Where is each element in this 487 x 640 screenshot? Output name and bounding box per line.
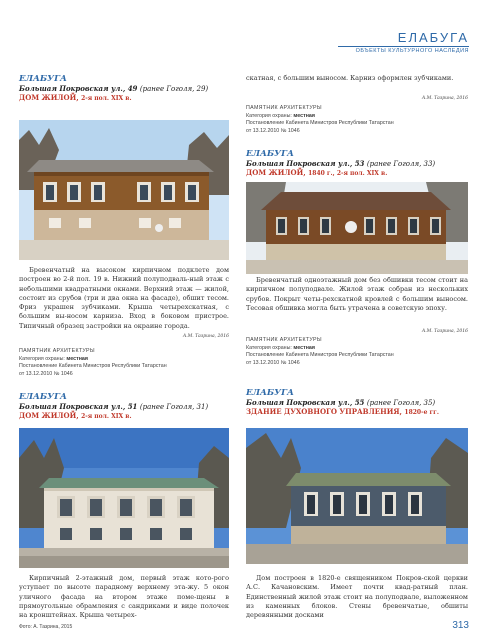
- photo-house-51: [19, 428, 229, 568]
- entry-description: Дом построен в 1820-е священником Покров-ской церкви А.С. Качановским. Имеет почти квад-ратный план. Единственный жилой этаж стоит на полуподвале, выложенном из каменных блоков. Стены бревенчатые, обшиты деревянными досками: [246, 574, 468, 620]
- entry-city: ЕЛАБУГА: [246, 388, 294, 398]
- monument-info: ПАМЯТНИК АРХИТЕКТУРЫ Категория охраны: местная Постановление Кабинета Министров Республики Татарстан от 13.12.2010 № 1046: [19, 348, 167, 377]
- entry-description: Бревенчатый на высоком кирпичном подклете дом построен во 2-й пол. 19 в. Нижний полуподваль-ный этаж с небольшими квадратными окнами. Верхний этаж — жилой, состоит из срубов (три и два окна на фасаде), обшит тесом. Фриз украшен зубчиками. Крыша четырехскатная, с большим вы-носом карниза. Вход в боковом пристрое. Типичный образец застройки на окраине города.: [19, 266, 229, 330]
- entry-address: Большая Покровская ул., 53 (ранее Гоголя, 33): [246, 159, 436, 168]
- photo-house-53: [246, 182, 468, 274]
- photo-credit: Фото: А. Тазрина, 2015: [19, 624, 73, 630]
- monument-info: ПАМЯТНИК АРХИТЕКТУРЫ Категория охраны: местная Постановление Кабинета Министров Республики Татарстан от 13.12.2010 № 1046: [246, 337, 394, 366]
- entry-city: ЕЛАБУГА: [19, 392, 67, 402]
- section-title: ЕЛАБУГА: [397, 30, 469, 45]
- entry-heading: [19, 392, 229, 420]
- continued-text: скатная, с большим выносом. Карниз оформлен зубчиками.: [246, 74, 454, 82]
- entry-city: ЕЛАБУГА: [19, 74, 67, 84]
- entry-address: Большая Покровская ул., 49 (ранее Гоголя, 29): [19, 84, 209, 93]
- entry-author: А.М. Тазрина, 2016: [421, 96, 468, 101]
- entry-type: ДОМ ЖИЛОЙ, 1840 г., 2-я пол. XIX в.: [246, 168, 388, 177]
- monument-info: ПАМЯТНИК АРХИТЕКТУРЫ Категория охраны: местная Постановление Кабинета Министров Республики Татарстан от 13.12.2010 № 1046: [246, 105, 394, 134]
- entry-description: Кирпичный 2-этажный дом, первый этаж кото-рого уступает по высоте парадному верхнему эта-жу. 5 окон уличного фасада на втором этаже поме-щены в прямоугольные обрамления с сандриками и виде полочек на кронштейнах. Крыша четырех-: [19, 574, 229, 620]
- entry-address: Большая Покровская ул., 51 (ранее Гоголя, 31): [19, 402, 209, 411]
- entry-heading: [246, 388, 468, 416]
- entry-heading: [246, 149, 468, 177]
- photo-house-55: [246, 428, 468, 564]
- entry-author: А.М. Тазрина, 2016: [182, 334, 229, 339]
- entry-type: ДОМ ЖИЛОЙ, 2-я пол. XIX в.: [19, 411, 132, 420]
- entry-heading: [19, 74, 229, 102]
- entry-address: Большая Покровская ул., 55 (ранее Гоголя, 35): [246, 398, 436, 407]
- entry-city: ЕЛАБУГА: [246, 149, 294, 159]
- photo-house-49: [19, 120, 229, 260]
- entry-author: А.М. Тазрина, 2016: [421, 329, 468, 334]
- entry-type: ДОМ ЖИЛОЙ, 2-я пол. XIX в.: [19, 93, 132, 102]
- section-subtitle: ОБЪЕКТЫ КУЛЬТУРНОГО НАСЛЕДИЯ: [355, 48, 469, 54]
- header-rule: [338, 46, 469, 47]
- entry-description: Бревенчатый одноэтажный дом без обшивки тесом стоит на кирпичном полуподвале. Жилой этаж собран из нескольких срубов. Покрыт четы-рехскатной кровлей с большим выносом. Тесовая обшивка могла быть утрачена в советскую эпоху.: [246, 276, 468, 312]
- page-number: 313: [452, 620, 469, 631]
- entry-type: ЗДАНИЕ ДУХОВНОГО УПРАВЛЕНИЯ, 1820-е гг.: [246, 407, 439, 416]
